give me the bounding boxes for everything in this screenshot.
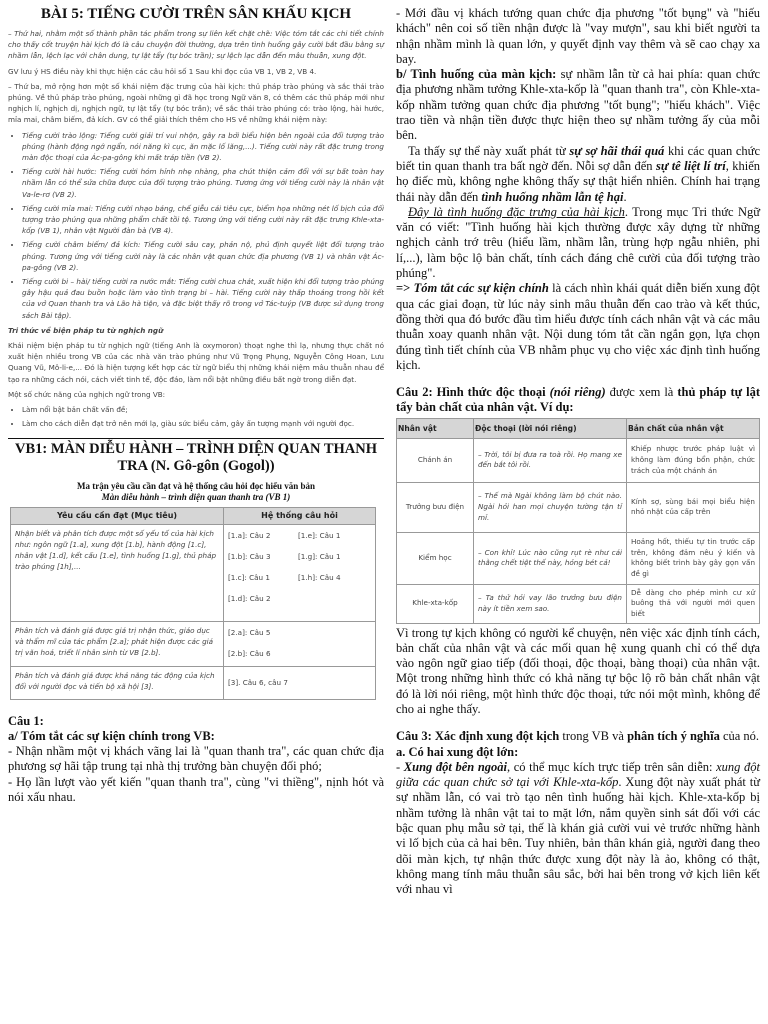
text-span: . [623,189,627,204]
text-span: Câu 3: Xác định xung đột kịch [396,729,560,744]
text-span: Câu 2: Hình thức độc thoại [396,385,550,400]
question-code [298,627,362,638]
para-tom-tat [396,281,760,373]
cau1-heading: Câu 1: [8,713,44,728]
emph-span: Tóm tắt các sự kiện chính [413,281,549,296]
lesson-title: BÀI 5: TIẾNG CƯỜI TRÊN SÂN KHẤU KỊCH [40,6,352,22]
emph-span: sự sợ hãi thái quá [569,143,665,158]
laughter-types-list [8,130,384,321]
text-span: . Trong mục Tri thức Ngữ văn có viết: "Tình huống hài kịch thường được xây dựng từ những nghịch cảnh trớ trêu (hiểu lầm, nhầm lẫn, trùng hợp ngẫu nhiên, phi lí,...), làm bộc lộ bản chất, tính cách đáng chê cười của đối tượng trào phúng". [396,204,761,281]
emph-span: Xung đột bên ngoài [403,759,507,774]
text-span: của nó. [719,729,760,744]
text-span: là cách nhìn khái quát diễn biến xung đột qua các giai đoạn, từ lúc nảy sinh mâu thuẫn đến cao trào và kết thúc, đồng thời qua đó bước đầu tìm hiểu được tính cách nhân vật và các mâu thuẫn xoay quanh nhân vật. Nội dung tóm tắt cần ngắn gọn, lựa chọn đúng tình tiết chính của VB nhằm phục vụ cho việc xác định tình huống kịch. [396,281,760,372]
nghich-ngu-para-1: Khái niệm biện pháp tu từ nghịch ngữ (tiếng Anh là oxymoron) thoạt nghe thì lạ, nhưng thực chất nó xuất hiện nhiều trong VB của các nhà văn trào phúng như Vũ Trọng Phụng, Nguyễn Công Hoan, Lưu Quang Vũ, Mô-li-e,... Đó là hiện tượng kết hợp các từ ngữ biểu thị những khái niệm mâu thuẫn nhau để tạo ra những cách nói, cách viết tinh tế, độc đáo, làm nổi bật những điều bất ngờ trong diễn đạt. [8,341,384,384]
right-column [396,6,760,898]
table-row [397,482,760,532]
column-header: Hệ thống câu hỏi [224,507,376,524]
text-span: . Xung đột này xuất phát từ sự nhầm lẫn, có vai trò tạo nên tình huống hài kịch. Khle-xta-kốp bị nhầm tưởng là nhân vật tai to mặt lớn, nắm quyền sinh sát đối với các bậc quan phụ mẫu sở tại, thế là khán giả cười vui vẻ trước những hành vi lố bịch của cả hai bên. Tuy nhiên, bản thân khán giả, người đang theo dõi màn kịch, tự nhận thức được xung đột này là ảo, không có thật, không mang tính mâu thuẫn sâu sắc, bởi hai bên trong vở kịch liên kết với nhau vì [396,775,761,897]
table-cell: Dễ dàng cho phép mình cư xử buông thả với người mới quen biết [627,584,760,623]
underlined-span: Đây là tình huống đặc trưng của hài kịch [408,204,625,219]
list-item: • Tiếng cười bi – hài/ tiếng cười ra nước mắt: Tiếng cười chua chát, xuất hiện khi đối tượng trào phúng gây hậu quả đau buồn hoặc làm vào tình trạng bi – hài. Tiếng cười này thấp thoáng trong hồi kết của vở Quan thanh tra và Lão hà tiện, và đặc biệt thấy rõ trong vở Tác-tuýp (VB được sử dụng trong sách Bài tập). [22,276,384,321]
list-item: • Tiếng cười hài hước: Tiếng cười hóm hỉnh nhẹ nhàng, pha chút thiện cảm đối với sự bất toàn hay nhầm lẫn có thể sửa chữa được của đối tượng trào phúng. Tương ứng với tiếng cười này là nhân vật Va-le-rơ (VB 2). [22,166,384,200]
text-tinh-huong: sự nhầm lẫn từ cả hai phía: quan chức địa phương nhầm tưởng Khle-xta-kốp là "quan thanh tra", còn Khle-xta-kốp nhầm tưởng quan chức địa phương "tốt bụng"; "hiếu khách". Việc trao tiền và nhận tiền được thực hiện theo sự nhầm tưởng ấy của mỗi bên. [396,67,760,143]
matrix-title: Ma trận yêu cầu cần đạt và hệ thống câu hỏi đọc hiểu văn bản [76,480,316,491]
para-so-hai [396,144,760,205]
question-code: [1.g]: Câu 1 [298,551,341,561]
column-header: Yêu cầu cần đạt (Mục tiêu) [11,507,224,524]
text-span: phân tích ý nghĩa [627,729,720,744]
list-item: • Tiếng cười châm biếm/ đả kích: Tiếng cười sâu cay, phản nộ, phủ định quyết liệt đối tượng trào phúng. Tương ứng với tiếng cười này là các nhân vật quan chức địa phương (VB 1) và nhân vật Ác-pa-gông (VB 2). [22,239,384,273]
intro-para-1: – Thứ hai, nhằm một số thành phần tác phẩm trong sự liên kết chặt chẽ: Việc tóm tắt các chi tiết chính cho thấy cốt truyện hài kịch đó là câu chuyện đời thường, dựa trên tình huống gây cười bắt đầu bằng sự nhầm lẫn, lệch lạc với chân dung, tự lật tẩy (tự bóc trần); sự lệch lạc dẫn đến mâu thuẫn, xung đột. [8,29,384,61]
intro-para-2: GV lưu ý HS điều này khi thực hiện các câu hỏi số 1 Sau khi đọc của VB 1, VB 2, VB 4. [8,66,317,76]
column-header: Bản chất của nhân vật [627,418,760,438]
table-cell: [3]. Câu 6, câu 7 [224,666,376,699]
list-item: • Làm nổi bật bản chất vấn đề; [22,404,384,415]
cau3-subheading: a. Có hai xung đột lớn: [396,744,519,759]
intro-para-3: – Thứ ba, mở rộng hơn một số khái niệm đặc trưng của hài kịch: thủ pháp trào phúng và sắc thái trào phúng. Về thủ pháp trào phúng, ngoài những gì đã học trong Ngữ văn 8, có thêm các thủ pháp mới như nghịch lí, nghịch dị, nghịch ngữ, tự lật tẩy (tự bóc trần); về sắc thái trào phúng có: trào lộng, hài hước, mỉa mai, châm biếm, đả kích. GV có thể giải thích thêm cho HS về những khái niệm này: [8,81,384,125]
table-cell [224,621,376,666]
column-header: Độc thoại (lời nói riêng) [474,418,627,438]
cau2-heading [396,385,760,416]
nghich-ngu-para-2: Một số chức năng của nghịch ngữ trong VB: [8,389,166,399]
question-code [298,648,362,659]
requirements-matrix [10,507,376,700]
table-row [397,532,760,584]
table-row [397,584,760,623]
text-span: , khiến họ điếc mù, không nghe không thấy sự thật hiển nhiên. Chính hai trạng thái này dẫn đến [396,158,760,204]
question-code: [1.c]: Câu 1 [228,572,270,582]
question-code [298,593,362,604]
question-code: [1.a]: Câu 2 [228,530,271,540]
table-cell: – Trời, tôi bị đưa ra toà rồi. Họ mang xe đến bắt tôi rồi. [474,438,627,482]
vb1-title [8,438,384,475]
para-tinh-huong [396,67,760,143]
table-cell: Phân tích và đánh giá được khả năng tác động của kịch đối với người đọc và tiến bộ xã hội [3]. [11,666,224,699]
table-cell: Chánh án [397,438,474,482]
table-header-row [11,507,376,524]
column-header: Nhân vật [397,418,474,438]
table-row [11,621,376,666]
left-column [8,0,384,805]
text-span: thủ pháp tự lật tẩy bản chất của nhân vật. Ví dụ: [396,385,760,415]
vb1-title-line2: TRA (N. Gô-gôn (Gogol)) [117,457,275,474]
cau3-heading [396,729,760,744]
label-tinh-huong: b/ Tình huống của màn kịch: [396,67,557,82]
para-loi-noi-rieng: Vì trong tự kịch không có người kể chuyện, nên việc xác định tính cách, bản chất của nhân vật và các mối quan hệ xung quanh chỉ có thể dựa vào ngôn ngữ giao tiếp (đối thoại, độc thoại, bàng thoại) của nhân vật. Một trong những hình thức có khả năng tự bộc lộ rõ bản chất nhân vật đó là lời nói riêng, một hình thức độc thoại, tức nói một mình, không để cho ai nghe thấy. [396,625,760,716]
para-vay-tien: - Mới đầu vị khách tướng quan chức địa phương "tốt bụng" và "hiếu khách" nên coi số tiền nhận được là "vay mượn", sau khi biết người ta nhận nhầm mình là quan lớn, y quyết định vay thêm và sẽ cao chạy xa bay. [396,6,760,66]
table-cell: Nhận biết và phân tích được một số yếu tố của hài kịch như: ngôn ngữ [1.a], xung đột [1.b], hành động [1.c], nhân vật [1.d], kết cấu [1.e], tình huống [1.g], thủ pháp trào phúng [1h],... [11,524,224,621]
emph-span: tình huống nhầm lẫn tệ hại [481,189,624,204]
arrow-span: => [396,281,414,296]
para-xung-dot [396,760,760,898]
table-row [11,666,376,699]
teacher-notes [8,28,384,430]
answer-1 [8,714,384,806]
question-code: [2.b]: Câu 6 [228,648,271,658]
text-span: trong VB và [559,729,628,744]
table-cell: Khiếp nhược trước pháp luật vì không làm đúng bổn phận, chức trách của một chánh án [627,438,760,482]
cau1-item: - Họ lần lượt vào yết kiến "quan thanh tra", cùng "vi thiềng", nịnh hót và nói xấu nhau. [8,774,384,804]
question-code: [1.d]: Câu 2 [228,593,271,603]
list-item: • Tiếng cười trào lộng: Tiếng cười giải trí vui nhộn, gây ra bởi biểu hiện bên ngoài của đối tượng trào phúng (hành động ngớ ngẩn, nói năng kì cục, ăn mặc lố lăng,...). Tiếng cười này rất đặc trưng trong màn độc thoại của Ác-pa-gông khi mất tráp tiền (VB 2). [22,130,384,164]
cau1-item: - Nhận nhầm một vị khách vãng lai là "quan thanh tra", các quan chức địa phương sợ hãi tập trung tại nhà thị trưởng bàn chuyện đối phó; [8,744,384,774]
table-cell: – Ta thử hỏi vay lão trưởng bưu điện này ít tiền xem sao. [474,584,627,623]
monologue-table [396,418,760,624]
text-span: Ta thấy sự thể này xuất phát từ [408,143,570,158]
matrix-subtitle: Màn diễu hành – trình diện quan thanh tra (VB 1) [101,491,291,502]
table-cell: Trưởng bưu điện [397,482,474,532]
list-item: • Làm cho cách diễn đạt trở nên mới lạ, giàu sức biểu cảm, gây ấn tượng mạnh với người đọc. [22,418,384,429]
table-cell: – Thế mà Ngài không làm bộ chút nào. Ngài hỏi han mọi chuyện tường tận tỉ mỉ. [474,482,627,532]
emph-span: sự tê liệt lí trí [655,158,726,173]
emph-span: xung đột giữa các quan chức sở tại với Khle-xta-kốp [396,759,761,790]
vb1-title-line1: VB1: MÀN DIỄU HÀNH – TRÌNH DIỆN QUAN THANH [15,440,377,457]
emph-span: (nói riêng) [549,385,606,400]
table-header-row [397,418,760,438]
table-cell: Phân tích và đánh giá được giá trị nhận thức, giáo dục và thẩm mĩ của tác phẩm [2.a]; phát hiện được các giá trị văn hoá, triết lí nhân sinh từ VB [2.b]. [11,621,224,666]
question-code: [1.e]: Câu 1 [298,530,341,540]
text-span: - [396,759,404,774]
table-cell: Kính sợ, sùng bái mọi biểu hiện nhỏ nhặt của cấp trên [627,482,760,532]
table-cell: Khle-xta-kốp [397,584,474,623]
subhead-nghich-ngu: Tri thức về biện pháp tu từ nghịch ngữ [8,325,164,335]
table-cell: – Con khỉ! Lúc nào cũng rụt rè như cái thằng chết tiệt thế này, hỏng bét cả! [474,532,627,584]
para-dac-trung [396,205,760,281]
table-cell [224,524,376,621]
question-code: [2.a]: Câu 5 [228,627,271,637]
text-span: khi các quan chức biết tin quan thanh tra bất ngờ đến. Nỗi sợ dẫn đến [396,143,760,173]
table-cell: Hoảng hốt, thiếu tự tin trước cấp trên, không đảm nêu ý kiến và không biết trình bày gây gọn vấn đề gì [627,532,760,584]
cau1-subheading: a/ Tóm tắt các sự kiện chính trong VB: [8,728,215,743]
text-span: , có thể mục kích trực tiếp trên sân diễn: [507,759,717,774]
table-row [397,438,760,482]
text-span: được xem là [605,385,678,400]
table-cell: Kiểm học [397,532,474,584]
question-code: [1.h]: Câu 4 [298,572,341,582]
table-row [11,524,376,621]
list-item: • Tiếng cười mỉa mai: Tiếng cười nhạo báng, chế giễu cái tiêu cực, biểm họa những nét lố bịch của đối tượng trào phúng qua những phẩm chất tồi tệ. Tương ứng với tiếng cười này rất đặc trưng Khle-xta-kốp (VB 1), nhân vật Người đàn bà (VB 4). [22,203,384,237]
question-code: [1.b]: Câu 3 [228,551,271,561]
functions-list [8,404,384,429]
